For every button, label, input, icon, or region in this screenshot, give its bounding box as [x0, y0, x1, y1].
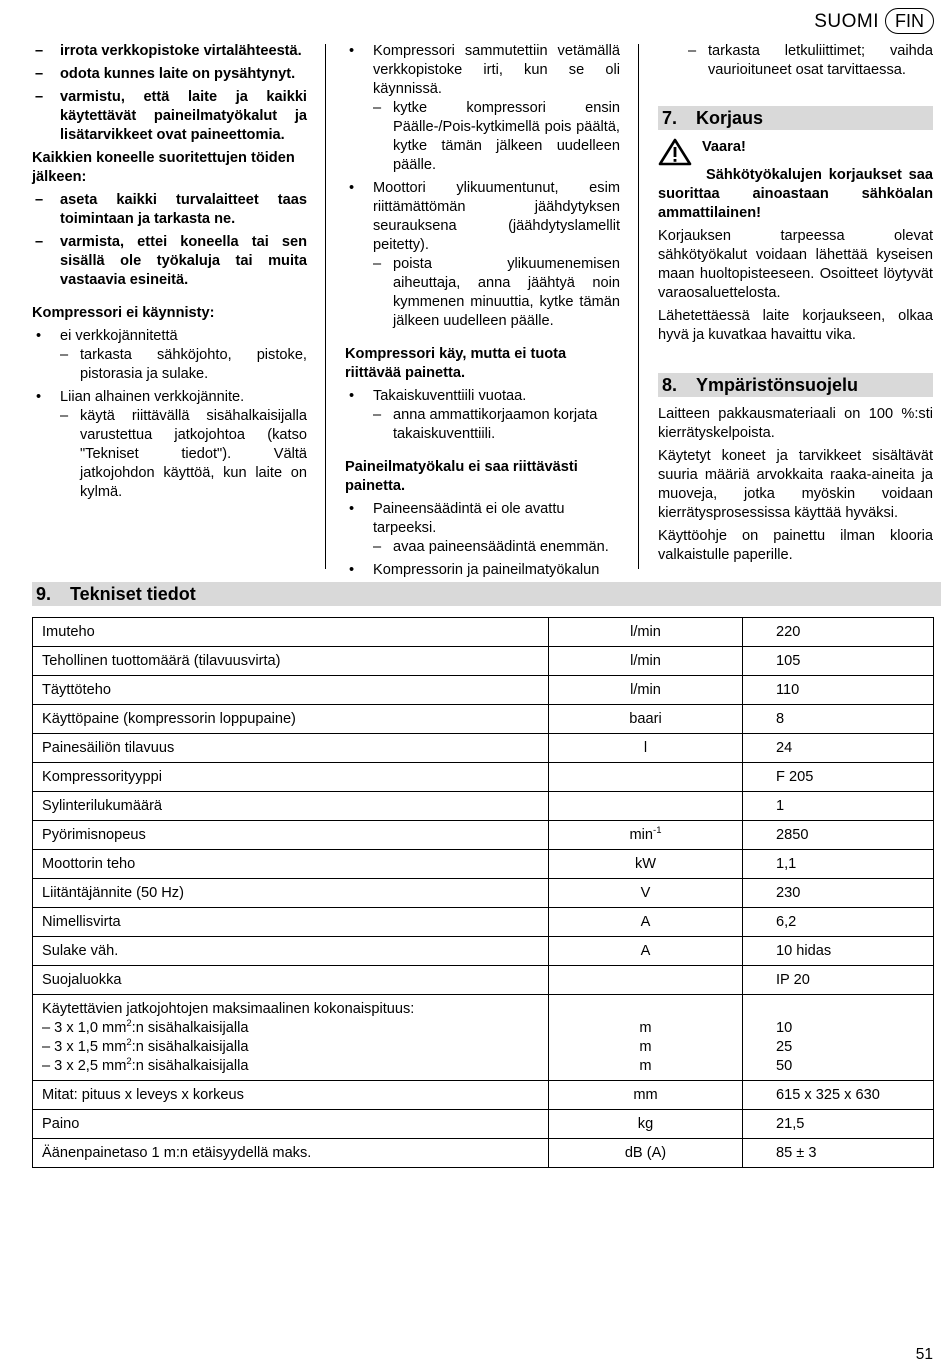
- spec-unit: m: [639, 1020, 652, 1036]
- trouble-heading: Paineilmatyökalu ei saa riittävästi painetta.: [345, 459, 578, 494]
- cable-line: [42, 1038, 539, 1057]
- trouble-remedy: – avaa paineensäädintä enemmän.: [373, 538, 620, 557]
- spec-value: 220: [743, 618, 934, 647]
- section-title: Ympäristönsuojelu: [696, 375, 859, 395]
- spec-value: 6,2: [743, 908, 934, 937]
- cable-line-post: :n sisähalkaisijalla: [131, 1058, 249, 1074]
- trouble-cause: • Takaiskuventtiili vuotaa.: [373, 388, 527, 404]
- section-heading-7: [658, 106, 933, 130]
- spec-value: IP 20: [743, 966, 934, 995]
- section-title: Tekniset tiedot: [70, 584, 196, 604]
- spec-unit: l/min: [549, 618, 743, 647]
- column-3: [658, 42, 933, 569]
- spec-unit: m: [639, 1058, 652, 1074]
- cable-line: [42, 1057, 539, 1076]
- spec-unit-exponent: -1: [653, 825, 662, 836]
- cable-line-pre: – 3 x 1,0 mm: [42, 1020, 127, 1036]
- spec-value: 2850: [743, 821, 934, 850]
- spec-unit: A: [549, 937, 743, 966]
- dash-item: – varmista, ettei koneella tai sen sisällä ole työkaluja tai muita vastaavia esineitä.: [32, 233, 307, 290]
- spec-label: Suojaluokka: [33, 966, 549, 995]
- after-work-heading: Kaikkien koneelle suoritettujen töiden jälkeen:: [32, 150, 295, 185]
- cable-line-post: :n sisähalkaisijalla: [131, 1020, 249, 1036]
- table-row: [33, 850, 934, 879]
- trouble-cause: • Liian alhainen verkkojännite.: [60, 389, 245, 405]
- paragraph: Käyttöohje on painettu ilman klooria valkaistulle paperille.: [658, 528, 933, 563]
- trouble-item: [345, 500, 620, 557]
- spec-unit: dB (A): [549, 1139, 743, 1168]
- paragraph: Lähetettäessä laite korjaukseen, olkaa hyvä ja kuvatkaa havaittu vika.: [658, 308, 933, 343]
- table-row: [33, 937, 934, 966]
- cable-unit-cell: [549, 995, 743, 1081]
- cable-line-sup: 2: [126, 1037, 132, 1048]
- dash-item: – aseta kaikki turvalaitteet taas toimintaan ja tarkasta ne.: [32, 191, 307, 229]
- spec-value: 10: [776, 1020, 793, 1036]
- trouble-remedy: – kytke kompressori ensin Päälle-/Pois-kytkimellä pois päältä, kytke tämän jälkeen uudelleen päälle.: [373, 99, 620, 175]
- spec-label: Pyörimisnopeus: [33, 821, 549, 850]
- cable-line-pre: – 3 x 2,5 mm: [42, 1058, 127, 1074]
- language-code-badge: FIN: [885, 8, 934, 34]
- spec-unit: kW: [549, 850, 743, 879]
- trouble-item: [345, 179, 620, 331]
- paragraph: Korjauksen tarpeessa olevat sähkötyökalut voidaan lähettää kyseisen maan huoltopisteeseen. Osoitteet löytyvät varaosaluettelosta.: [658, 228, 933, 301]
- spec-value: 230: [743, 879, 934, 908]
- table-row: [33, 995, 934, 1081]
- column-2: [345, 42, 620, 603]
- spec-unit: [549, 966, 743, 995]
- page-header: [814, 8, 934, 34]
- section-heading-9: [32, 582, 941, 606]
- paragraph: Laitteen pakkausmateriaali on 100 %:sti kierrätyskelpoista.: [658, 406, 933, 441]
- column-divider: [638, 44, 639, 569]
- spec-label: Äänenpainetaso 1 m:n etäisyydellä maks.: [33, 1139, 549, 1168]
- trouble-remedy: – tarkasta sähköjohto, pistoke, pistorasia ja sulake.: [60, 346, 307, 384]
- cable-line-pre: – 3 x 1,5 mm: [42, 1039, 127, 1055]
- trouble-heading: Kompressori ei käynnisty:: [32, 305, 215, 321]
- table-row: [33, 879, 934, 908]
- spec-value: 24: [743, 734, 934, 763]
- dash-item: – irrota verkkopistoke virtalähteestä.: [32, 42, 307, 61]
- language-label: SUOMI: [814, 10, 879, 32]
- page-number: 51: [915, 1346, 933, 1363]
- spec-label: Imuteho: [33, 618, 549, 647]
- trouble-remedy: – käytä riittävällä sisähalkaisijalla varustettua jatkojohtoa (katso "Tekniset tiedot"). Vältä jatkojohdon käyttöä, kun laite on kylmä.: [60, 407, 307, 502]
- trouble-remedy: – tarkasta letkuliittimet; vaihda vaurioituneet osat tarvittaessa.: [688, 42, 933, 80]
- table-row: [33, 647, 934, 676]
- spec-label: Mitat: pituus x leveys x korkeus: [33, 1081, 549, 1110]
- paragraph: Käytetyt koneet ja tarvikkeet sisältävät suuria määriä arvokkaita raaka-aineita ja muoveja, jotka myöskin voidaan kierrätysprosessissa käyttää hyväksi.: [658, 448, 933, 521]
- cable-line-sup: 2: [126, 1056, 132, 1067]
- spec-value: 8: [743, 705, 934, 734]
- spec-unit-cell: [549, 821, 743, 850]
- trouble-cause: • Kompressorin ja paineilmatyökalun: [373, 562, 600, 578]
- table-row: [33, 676, 934, 705]
- spec-value: F 205: [743, 763, 934, 792]
- spec-label: Käytettävien jatkojohtojen maksimaalinen kokonaispituus:: [42, 1001, 415, 1017]
- spec-label: Kompressorityyppi: [33, 763, 549, 792]
- trouble-remedy: – poista ylikuumenemisen aiheuttaja, anna jäähtyä noin kymmenen minuuttia, kytke tämän jälkeen uudelleen päälle.: [373, 255, 620, 331]
- spec-unit: A: [549, 908, 743, 937]
- trouble-cause: • ei verkkojännitettä: [60, 328, 178, 344]
- trouble-item: [32, 388, 307, 502]
- table-row: [33, 734, 934, 763]
- spec-unit: baari: [549, 705, 743, 734]
- warning-triangle-icon: [658, 138, 692, 166]
- spec-label: Täyttöteho: [33, 676, 549, 705]
- section-title: Korjaus: [696, 108, 764, 128]
- spec-unit: l/min: [549, 647, 743, 676]
- trouble-item: [345, 42, 620, 175]
- spec-unit: [549, 763, 743, 792]
- spec-unit: l: [549, 734, 743, 763]
- spec-label: Paino: [33, 1110, 549, 1139]
- spec-value: 50: [776, 1058, 793, 1074]
- table-row: [33, 618, 934, 647]
- spec-label: Tehollinen tuottomäärä (tilavuusvirta): [33, 647, 549, 676]
- spec-label: Sylinterilukumäärä: [33, 792, 549, 821]
- table-row: [33, 792, 934, 821]
- cable-line-post: :n sisähalkaisijalla: [131, 1039, 249, 1055]
- spec-value: 25: [776, 1039, 793, 1055]
- section-number: 8.: [662, 375, 678, 395]
- trouble-item: [32, 327, 307, 384]
- spec-value: 1: [743, 792, 934, 821]
- warning-title: Vaara!: [702, 139, 746, 155]
- table-row: [33, 1081, 934, 1110]
- spec-unit: m: [639, 1039, 652, 1055]
- trouble-cause: • Moottori ylikuumentunut, esim riittämättömän jäähdytyksen seurauksena (jäähdytyslamellit peitetty).: [373, 180, 620, 253]
- table-row: [33, 763, 934, 792]
- spec-label: Painesäiliön tilavuus: [33, 734, 549, 763]
- spec-unit: l/min: [549, 676, 743, 705]
- cable-line: [42, 1019, 539, 1038]
- cable-value-cell: [743, 995, 934, 1081]
- trouble-remedy: – anna ammattikorjaamon korjata takaiskuventtiili.: [373, 406, 620, 444]
- warning-block: [658, 138, 933, 166]
- spec-label: Sulake väh.: [33, 937, 549, 966]
- cable-line-sup: 2: [126, 1018, 132, 1029]
- table-row: [33, 908, 934, 937]
- spec-unit: kg: [549, 1110, 743, 1139]
- spec-label: Käyttöpaine (kompressorin loppupaine): [33, 705, 549, 734]
- spec-label: Moottorin teho: [33, 850, 549, 879]
- column-1: [32, 42, 307, 506]
- cable-label-cell: [33, 995, 549, 1081]
- trouble-item: [345, 387, 620, 444]
- spec-value: 85 ± 3: [743, 1139, 934, 1168]
- table-row: [33, 1110, 934, 1139]
- table-row: [33, 966, 934, 995]
- spec-unit: min: [629, 827, 654, 843]
- spec-label: Nimellisvirta: [33, 908, 549, 937]
- spec-unit: V: [549, 879, 743, 908]
- spec-label: Liitäntäjännite (50 Hz): [33, 879, 549, 908]
- spec-value: 105: [743, 647, 934, 676]
- trouble-heading: Kompressori käy, mutta ei tuota riittävää painetta.: [345, 346, 567, 381]
- technical-data-table: [32, 617, 934, 1168]
- table-row: [33, 821, 934, 850]
- section-number: 7.: [662, 108, 678, 128]
- spec-value: 615 x 325 x 630: [743, 1081, 934, 1110]
- dash-item: – varmistu, että laite ja kaikki käytettävät paineilmatyökalut ja lisätarvikkeet ovat paineettomia.: [32, 88, 307, 145]
- spec-unit: [549, 792, 743, 821]
- spec-value: 1,1: [743, 850, 934, 879]
- table-row: [33, 705, 934, 734]
- trouble-cause: • Kompressori sammutettiin vetämällä verkkopistoke irti, kun se oli käynnissä.: [373, 43, 620, 97]
- spec-value: 21,5: [743, 1110, 934, 1139]
- table-row: [33, 1139, 934, 1168]
- dash-item: – odota kunnes laite on pysähtynyt.: [32, 65, 307, 84]
- section-heading-8: [658, 373, 933, 397]
- spec-value: 10 hidas: [743, 937, 934, 966]
- section-number: 9.: [36, 584, 52, 604]
- trouble-cause: • Paineensäädintä ei ole avattu tarpeeksi.: [373, 501, 565, 536]
- warning-text: Sähkötyökalujen korjaukset saa suorittaa ainoastaan sähköalan ammattilainen!: [658, 167, 933, 221]
- column-divider: [325, 44, 326, 569]
- spec-value: 110: [743, 676, 934, 705]
- spec-unit: mm: [549, 1081, 743, 1110]
